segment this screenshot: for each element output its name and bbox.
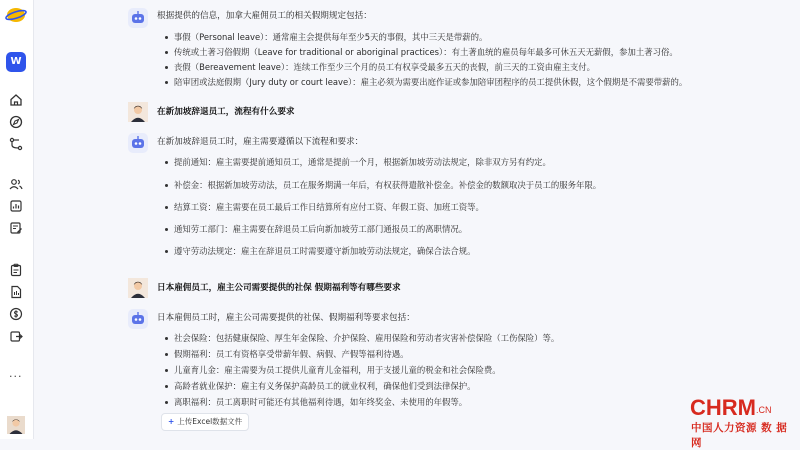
user-avatar	[128, 102, 148, 122]
bot-avatar-icon	[128, 309, 148, 329]
bot-avatar-icon	[128, 133, 148, 153]
list-item: 遵守劳动法规定：雇主在辞退员工时需要遵守新加坡劳动法规定，确保合法合规。	[174, 246, 476, 256]
list-item: 丧假（Bereavement leave）：连续工作至少三个月的员工有权享受最多五天的丧假，前三天的工资由雇主支付。	[174, 62, 596, 72]
coin-icon[interactable]	[8, 306, 24, 322]
user-avatar[interactable]	[7, 416, 25, 434]
watermark-logo	[690, 395, 798, 449]
list-item: 社会保险：包括健康保险、厚生年金保险、介护保险、雇用保险和劳动者灾害补偿保险（工伤保险）等。	[174, 333, 560, 343]
list-item: 陪审团或法庭假期（Jury duty or court leave）：雇主必须为需要出庭作证或参加陪审团程序的员工提供休假，这个假期是不需要带薪的。	[174, 77, 688, 87]
list-item: 假期福利：员工有资格享受带薪年假、病假、产假等福利待遇。	[174, 349, 409, 359]
clipboard-icon[interactable]	[8, 262, 24, 278]
app-badge-icon[interactable]: W	[6, 52, 26, 72]
list-item: 补偿金：根据新加坡劳动法，员工在服务期满一年后，有权获得遣散补偿金。补偿金的数额取决于员工的服务年限。	[174, 180, 602, 190]
plus-icon: +	[168, 417, 175, 426]
chat-panel	[34, 0, 800, 439]
more-menu[interactable]: ···	[9, 370, 23, 383]
list-item: 结算工资：雇主需要在员工最后工作日结算所有应付工资、年假工资、加班工资等。	[174, 202, 484, 212]
bot-message-intro: 日本雇佣员工时，雇主公司需要提供的社保、假期福利等要求包括：	[157, 313, 415, 323]
list-item: 通知劳工部门：雇主需要在辞退员工后向新加坡劳工部门通报员工的离职情况。	[174, 224, 468, 234]
bot-message-intro: 在新加坡辞退员工时，雇主需要遵循以下流程和要求：	[157, 137, 364, 147]
bot-avatar-icon	[128, 8, 148, 28]
list-item: 提前通知：雇主需要提前通知员工，通常是提前一个月，根据新加坡劳动法规定，除非双方另有约定。	[174, 157, 551, 167]
list-item: 高龄者就业保护：雇主有义务保护高龄员工的就业权利，确保他们受到法律保护。	[174, 381, 476, 391]
file-icon[interactable]	[8, 284, 24, 300]
list-item: 传统或土著习俗假期（Leave for traditional or aboriginal practices）：有土著血统的雇员每年最多可休五天无薪假，参加土著习俗。	[174, 47, 678, 57]
list-item: 事假（Personal leave）：通常雇主会提供每年至少5天的事假，其中三天是带薪的。	[174, 32, 488, 42]
home-icon[interactable]	[8, 92, 24, 108]
app-logo-icon[interactable]	[5, 6, 27, 24]
upload-label: 上传Excel数据文件	[177, 417, 243, 426]
user-question: 日本雇佣员工，雇主公司需要提供的社保 假期福利等有哪些要求	[157, 283, 401, 293]
list-item: 儿童育儿金：雇主需要为员工提供儿童育儿金福利，用于支援儿童的税金和社会保险费。	[174, 365, 501, 375]
list-item: 离职福利：员工离职时可能还有其他福利待遇，如年终奖金、未使用的年假等。	[174, 397, 468, 407]
watermark-domain: .CN	[756, 405, 772, 415]
users-icon[interactable]	[8, 176, 24, 192]
edit-list-icon[interactable]	[8, 220, 24, 236]
watermark-main: CHRM	[690, 395, 756, 420]
user-avatar	[128, 278, 148, 298]
bot-message-intro: 根据提供的信息，加拿大雇佣员工的相关假期规定包括：	[157, 11, 372, 21]
branch-icon[interactable]	[8, 136, 24, 152]
upload-excel-button[interactable]	[161, 413, 249, 431]
watermark-subtitle: 中国人力资源 数 据 网	[691, 422, 788, 449]
compass-icon[interactable]	[8, 114, 24, 130]
sidebar	[0, 0, 34, 439]
user-question: 在新加坡辞退员工，流程有什么要求	[157, 107, 295, 117]
export-icon[interactable]	[8, 328, 24, 344]
document-chart-icon[interactable]	[8, 198, 24, 214]
